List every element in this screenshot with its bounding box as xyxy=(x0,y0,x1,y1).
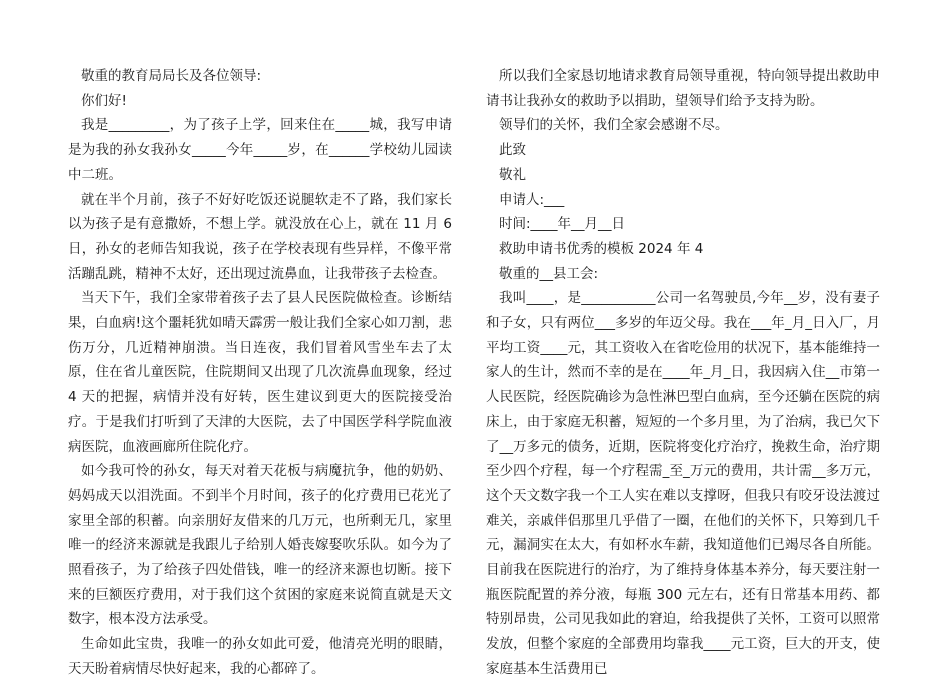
date-line: 时间:____年__月__日 xyxy=(499,216,626,233)
body-paragraph: 如今我可怜的孙女，每天对着天花板与病魔抗争，他的奶奶、妈妈成天以泪洗面。不到半个月时间，孩子的化疗费用已花光了家里全部的积蓄。向亲朋好友借来的几万元，也所剩无几，家里唯一的经济来源就是我跟儿子给别人婚丧嫁娶吹乐队。如今为了照看孩子，为了给孩子四处借钱，唯一的经济来源也切断。接下来的巨额医疗费用，对于我们这个贫困的家庭来说简直就是天文数字，根本没方法承受。 xyxy=(68,463,452,628)
left-column xyxy=(68,64,452,682)
section-title: 救助申请书优秀的模板 2024 年 4 xyxy=(499,240,704,257)
body-paragraph: 所以我们全家恳切地请求教育局领导重视，特向领导提出救助申请书让我孙女的救助予以捐助，望领导们给予支持为盼。 xyxy=(486,68,880,109)
body-paragraph: 生命如此宝贵，我唯一的孙女如此可爱，他清亮光明的眼睛，天天盼着病情尽快好起来，我的心都碎了。 xyxy=(68,636,452,677)
body-paragraph: 我叫____，是___________公司一名驾驶员,今年__岁，没有妻子和子女，只有两位___多岁的年迈父母。我在___年_月_日入厂，月平均工资____元，其工资收入在省吃俭用的状况下，基本能维持一家人的生计，然而不幸的是在____年_月_日，我因病入住__市第一人民医院，经医院确诊为急性淋巴型白血病，至今还躺在医院的病床上，由于家庭无积蓄，短短的一个多月里，为了治病，我已欠下了__万多元的债务，近期，医院将变化疗治疗，挽救生命，治疗期至少四个疗程，每一个疗程需_至_万元的费用，共计需__多万元，这个天文数字我一个工人实在难以支撑呀，但我只有咬牙设法渡过难关，亲戚伴侣那里几乎借了一圈，在他们的关怀下，只筹到几千元，漏洞实在太大，有如杯水车薪，我知道他们已竭尽各自所能。目前我在医院进行的治疗，为了维持身体基本养分，每天要注射一瓶医院配置的养分液，每瓶 300 元左右，还有日常基本用药、都特别昂贵，公司见我如此的窘迫，给我提供了关怀，工资可以照常发放，但整个家庭的全部费用均靠我____元工资，巨大的开支，使家庭基本生活费用已 xyxy=(486,290,880,677)
salutation: 敬重的__县工会: xyxy=(499,265,599,282)
body-paragraph: 当天下午，我们全家带着孩子去了县人民医院做检查。诊断结果，白血病!这个噩耗犹如晴天霹雳一般让我们全家心如刀割，悲伤万分，几近精神崩溃。当日连夜，我们冒着风雪坐车去了太原，住在省儿童医院，住院期间又出现了几次流鼻血现象，经过 4 天的把握，病情并没有好转，医生建议到更大的医院接受治疗。于是我们打听到了天津的大医院，去了中国医学科学院血液病医院，血液画廊所住院化疗。 xyxy=(68,290,452,455)
greeting: 你们好! xyxy=(81,92,127,109)
closing-line: 此致 xyxy=(499,142,526,159)
thanks-line: 领导们的关怀，我们全家会感谢不尽。 xyxy=(499,117,729,134)
salutation: 敬重的教育局局长及各位领导: xyxy=(81,68,262,84)
right-column xyxy=(486,64,880,682)
body-paragraph: 就在半个月前，孩子不好好吃饭还说腿软走不了路，我们家长以为孩子是有意撒娇，不想上学。就没放在心上，就在 11 月 6 日，孙女的老师告知我说，孩子在学校表现有些异样，不像平常活蹦乱跳，精神不太好，还出现过流鼻血，让我带孩子去检查。 xyxy=(68,191,452,282)
applicant-line: 申请人:___ xyxy=(499,191,565,208)
closing-salute: 敬礼 xyxy=(499,166,526,183)
body-paragraph: 我是_________，为了孩子上学，回来住在_____城，我写申请是为我的孙女我孙女_____今年_____岁，在______学校幼儿园读中二班。 xyxy=(68,117,452,183)
